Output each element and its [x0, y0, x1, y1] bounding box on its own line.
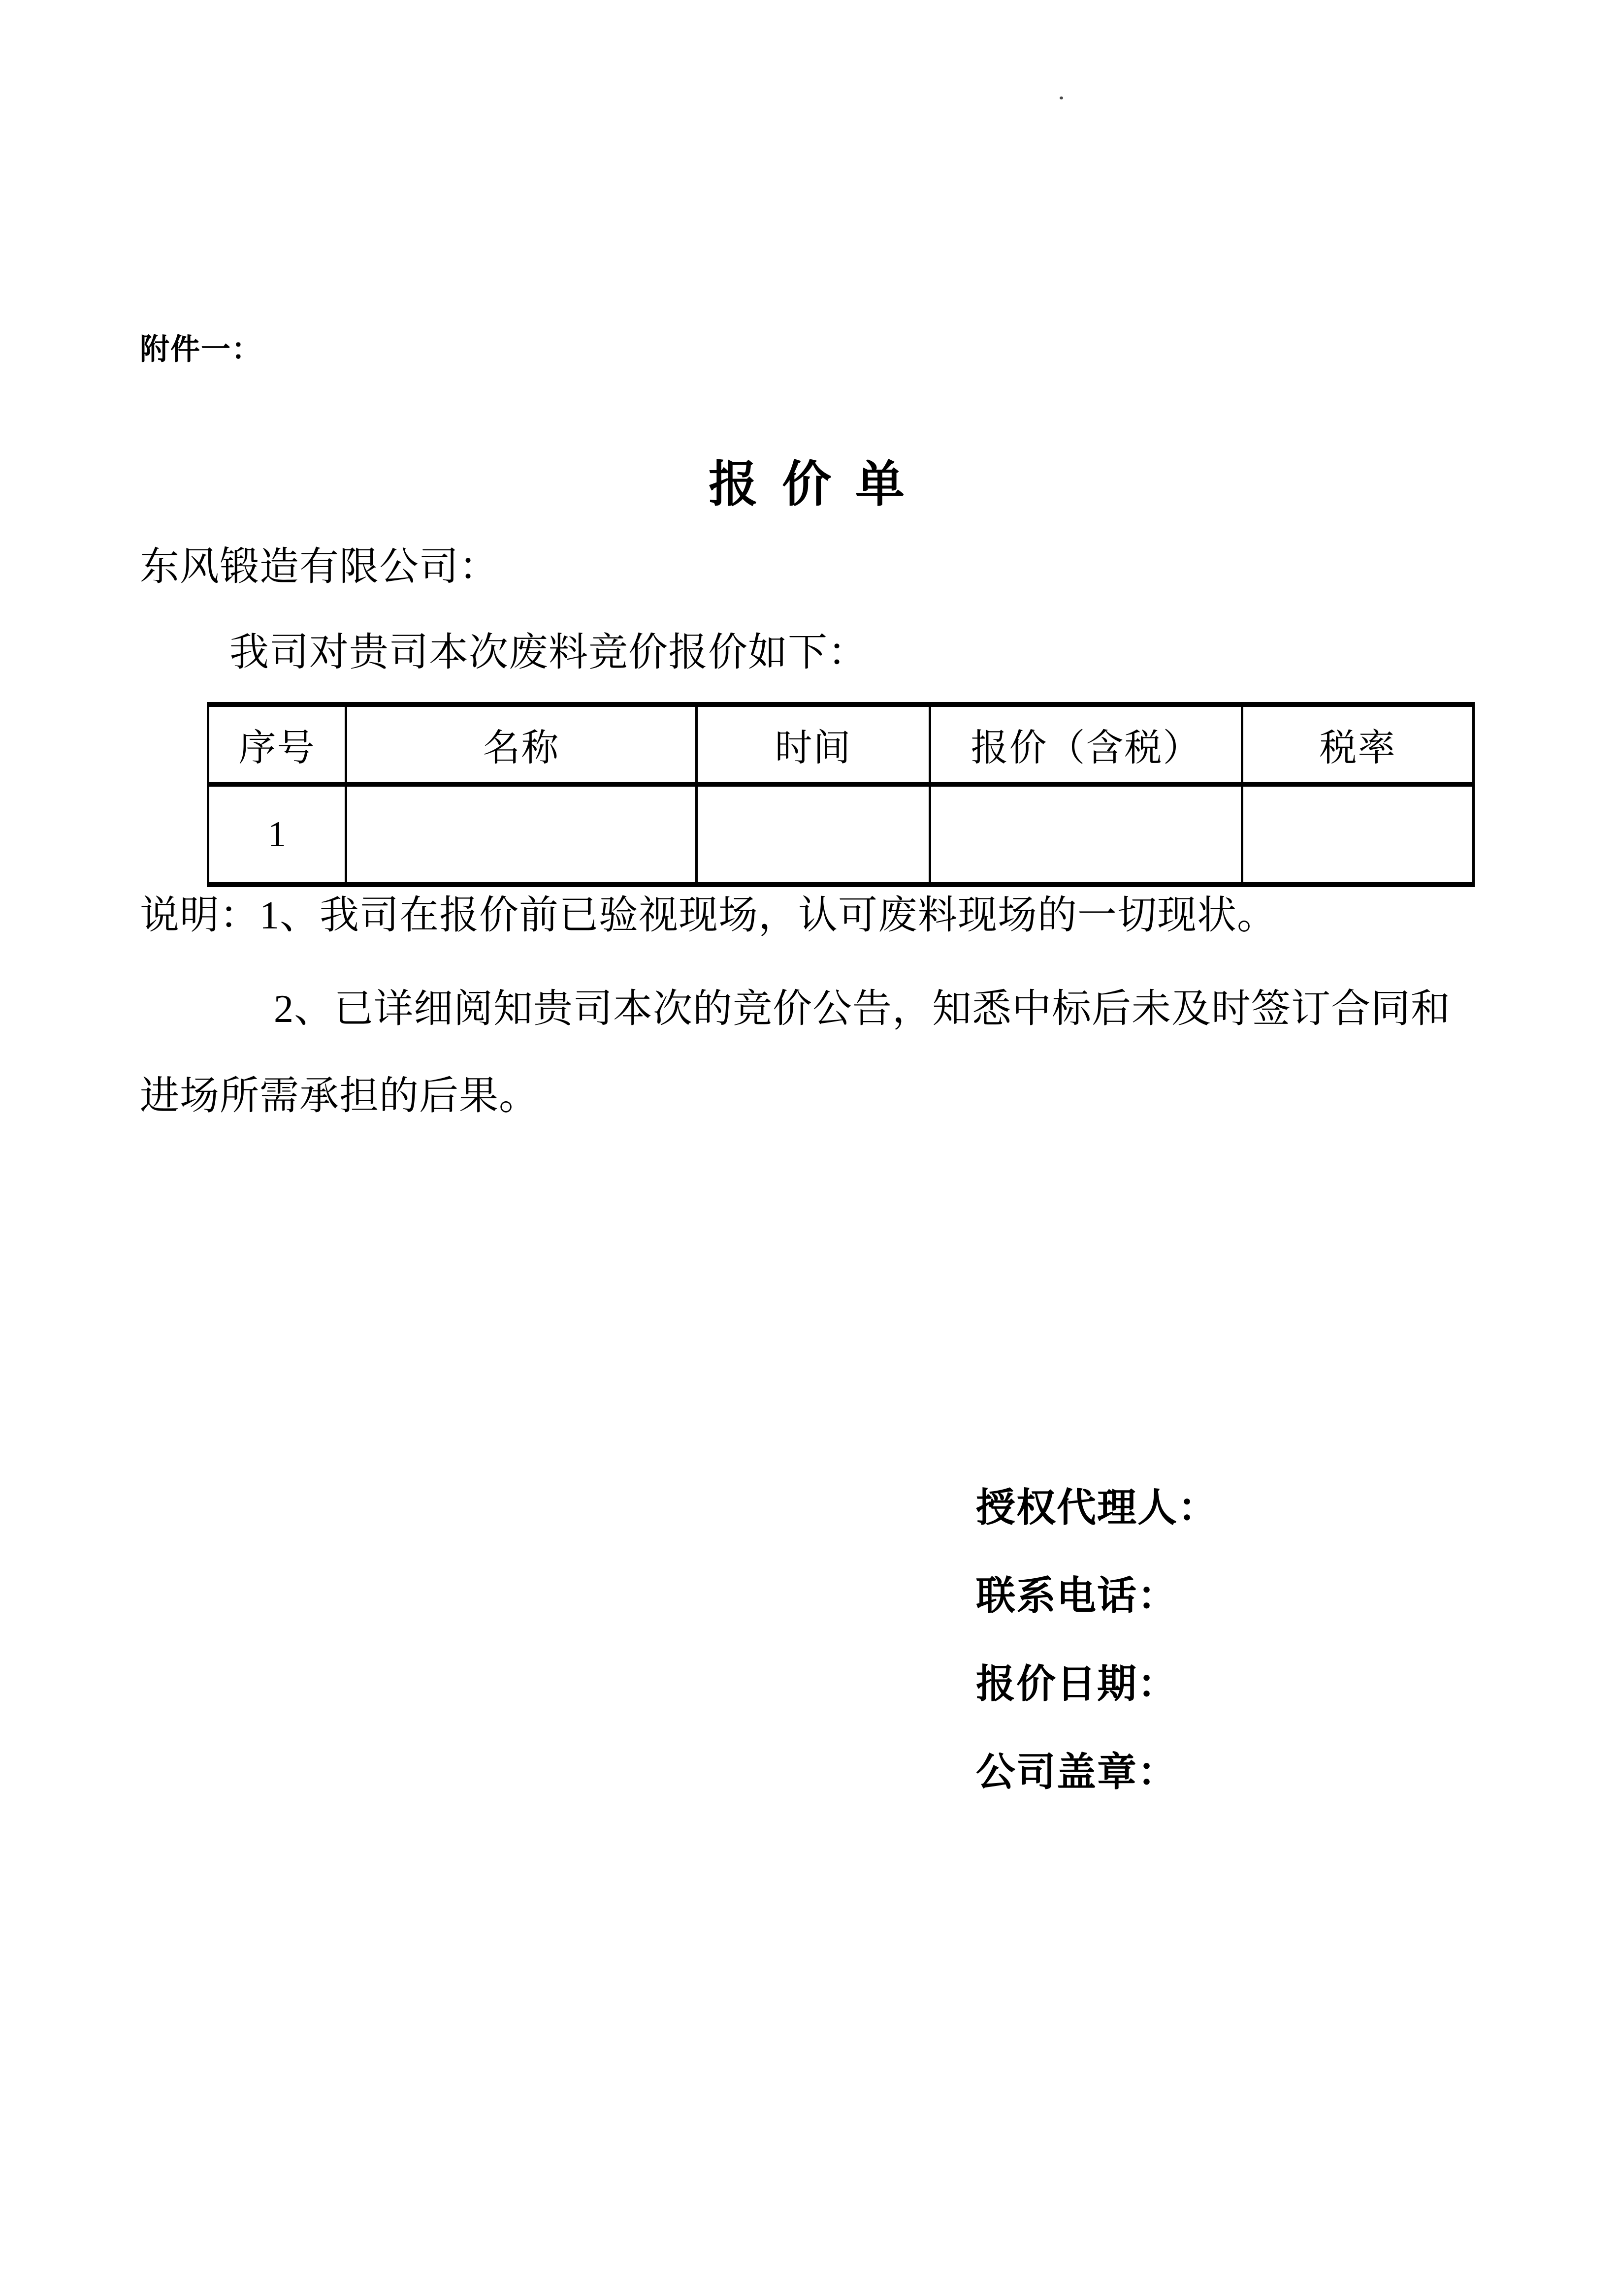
cell-time: [697, 784, 930, 885]
note-line-2: 2、已详细阅知贵司本次的竞价公告，知悉中标后未及时签订合同和: [274, 988, 1451, 1031]
col-header-price: 报价（含税）: [930, 704, 1242, 784]
scan-speck: [1060, 96, 1063, 99]
cell-price: [930, 784, 1242, 885]
signature-phone-label: 联系电话：: [976, 1575, 1178, 1618]
col-header-time: 时间: [697, 704, 930, 784]
cell-name: [346, 784, 697, 885]
intro-line: 我司对贵司本次废料竞价报价如下：: [229, 631, 868, 674]
col-header-name: 名称: [346, 704, 697, 784]
cell-index: 1: [208, 784, 346, 885]
signature-seal-label: 公司盖章：: [976, 1751, 1178, 1794]
table-header-row: [208, 704, 1474, 784]
signature-date-label: 报价日期：: [976, 1663, 1178, 1706]
note-line-1: 说明：1、我司在报价前已验视现场，认可废料现场的一切现状。: [140, 894, 1277, 937]
signature-agent-label: 授权代理人：: [976, 1487, 1218, 1530]
col-header-index: 序号: [208, 704, 346, 784]
page-title: 报 价 单: [709, 457, 910, 512]
cell-tax-rate: [1242, 784, 1474, 885]
attachment-label: 附件一：: [140, 333, 262, 366]
salutation: 东风锻造有限公司：: [140, 545, 499, 589]
table-row: [208, 784, 1474, 885]
col-header-tax-rate: 税率: [1242, 704, 1474, 784]
quotation-table: [207, 702, 1475, 887]
note-line-3: 进场所需承担的后果。: [140, 1075, 539, 1118]
